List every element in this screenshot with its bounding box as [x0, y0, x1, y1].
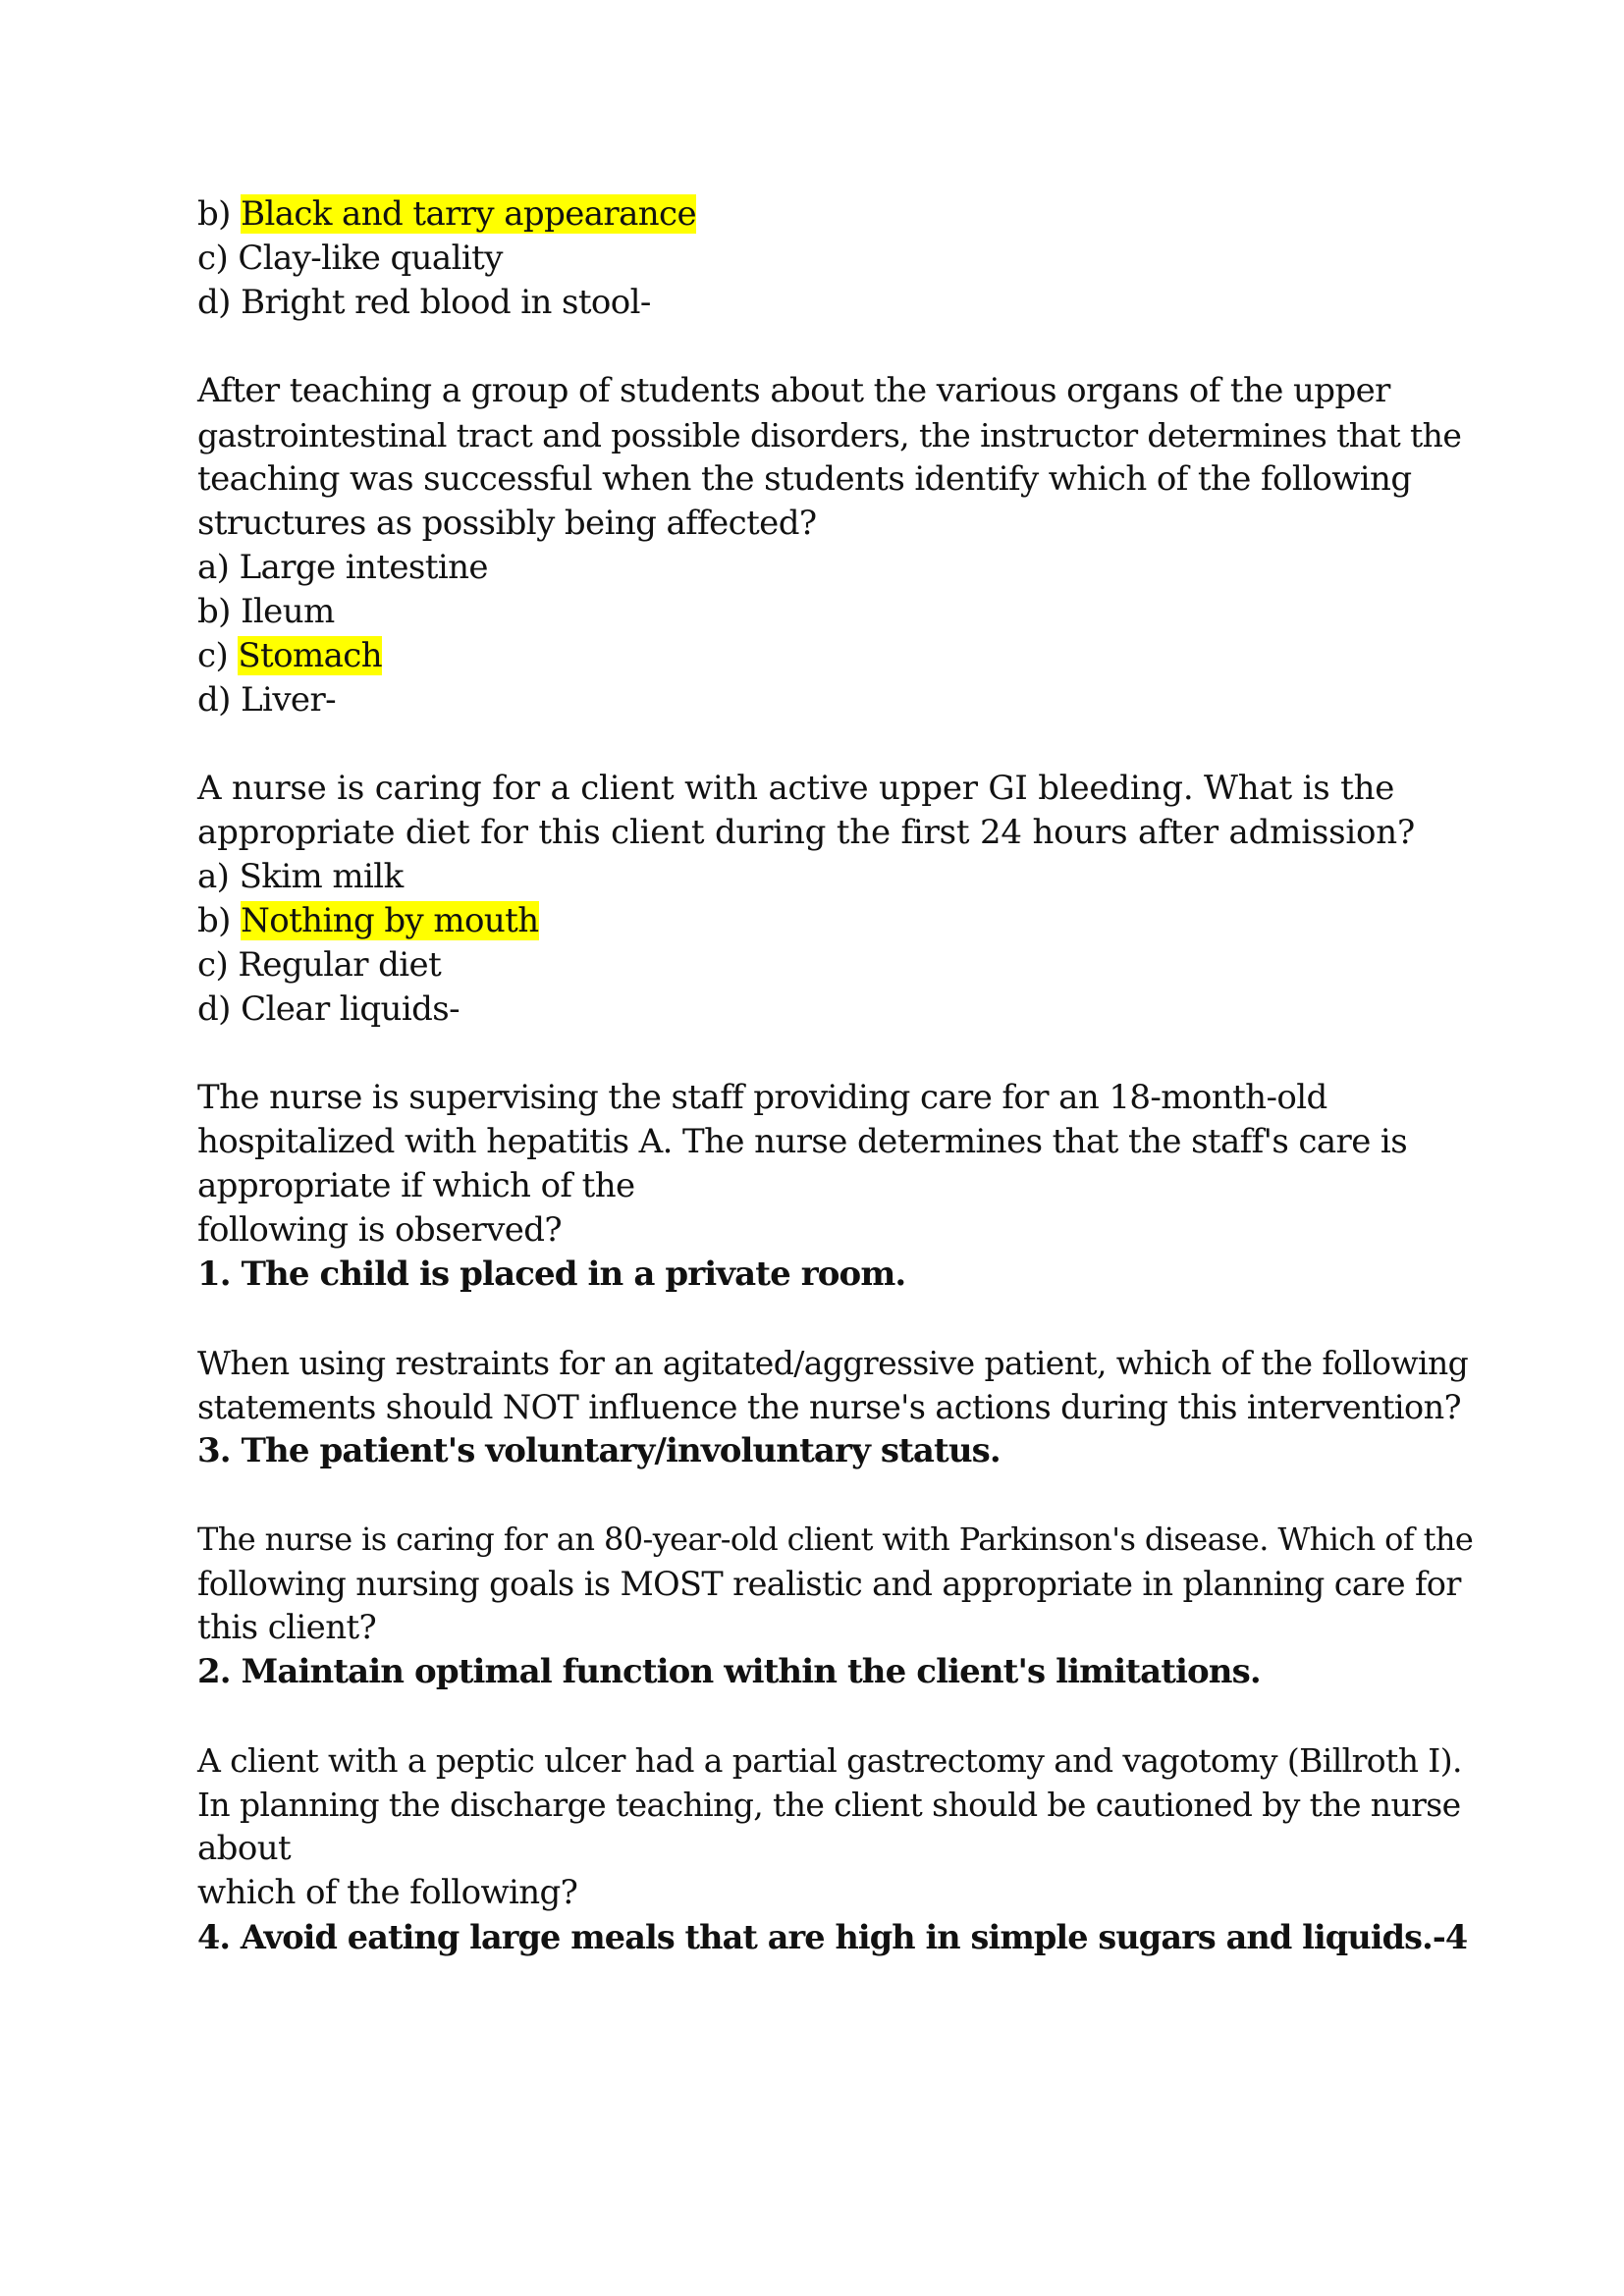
question-line: this client? [197, 1608, 377, 1647]
question-line: After teaching a group of students about the various organs of the upper [197, 371, 1390, 410]
spacer [197, 1297, 1474, 1341]
spacer [197, 1694, 1474, 1738]
option-label: b) [197, 592, 231, 631]
option-c [197, 237, 1474, 281]
question-line: structures as possibly being affected? [197, 504, 817, 543]
question-line: A nurse is caring for a client with active upper GI bleeding. What is the [197, 769, 1395, 808]
answer-line: 2. Maintain optimal function within the client's limitations. [197, 1652, 1261, 1691]
option-d [197, 988, 1474, 1032]
question-line: hospitalized with hepatitis A. The nurse determines that the staff's care is [197, 1122, 1408, 1161]
question-line: gastrointestinal tract and possible disorders, the instructor determines that the [197, 416, 1462, 454]
highlighted-answer: Black and tarry appearance [241, 194, 697, 234]
option-label: c) [197, 945, 229, 985]
option-text: Ileum [241, 592, 335, 631]
answer-line: 3. The patient's voluntary/involuntary status. [197, 1431, 1001, 1470]
question-line: appropriate diet for this client during the first 24 hours after admission? [197, 813, 1416, 852]
option-label: b) [197, 901, 231, 940]
option-b [197, 192, 1474, 237]
option-c [197, 943, 1474, 988]
option-text: Clay-like quality [238, 239, 503, 278]
question-line: following is observed? [197, 1210, 563, 1250]
option-label: c) [197, 636, 229, 675]
answer-line: 1. The child is placed in a private room. [197, 1255, 906, 1294]
question-line: which of the following? [197, 1873, 578, 1912]
answer-line: 4. Avoid eating large meals that are high in simple sugars and liquids.-4 [197, 1918, 1468, 1956]
highlighted-answer: Nothing by mouth [241, 901, 539, 940]
question-line: The nurse is caring for an 80-year-old client with Parkinson's disease. Which of the [197, 1521, 1474, 1558]
question-line: A client with a peptic ulcer had a partial gastrectomy and vagotomy (Billroth I). [197, 1741, 1462, 1780]
option-text: Large intestine [239, 548, 488, 587]
option-b [197, 590, 1474, 634]
question-line: teaching was successful when the students identify which of the following [197, 459, 1412, 499]
option-text: Bright red blood in stool- [241, 283, 651, 322]
option-label: c) [197, 239, 229, 278]
option-text: Regular diet [238, 945, 442, 985]
spacer [197, 722, 1474, 767]
spacer [197, 325, 1474, 369]
spacer [197, 1032, 1474, 1076]
question-line: following nursing goals is MOST realistic and appropriate in planning care for [197, 1565, 1461, 1603]
option-label: d) [197, 680, 231, 720]
option-label: d) [197, 283, 231, 322]
option-d [197, 281, 1474, 325]
option-label: a) [197, 548, 230, 587]
option-c [197, 634, 1474, 678]
question-line: appropriate if which of the [197, 1166, 635, 1205]
option-label: d) [197, 989, 231, 1029]
option-text: Skim milk [239, 857, 404, 896]
question-line: about [197, 1829, 292, 1868]
page-content [197, 192, 1474, 1959]
question-line: statements should NOT influence the nurse's actions during this intervention? [197, 1388, 1461, 1426]
spacer [197, 1473, 1474, 1518]
option-label: a) [197, 857, 230, 896]
option-b [197, 899, 1474, 943]
question-line: In planning the discharge teaching, the client should be cautioned by the nurse [197, 1786, 1461, 1824]
option-a [197, 855, 1474, 899]
option-text: Clear liquids- [241, 989, 460, 1029]
option-label: b) [197, 194, 231, 234]
option-text: Liver- [241, 680, 336, 720]
highlighted-answer: Stomach [238, 636, 383, 675]
question-line: When using restraints for an agitated/aggressive patient, which of the following [197, 1344, 1469, 1382]
option-a [197, 546, 1474, 590]
option-d [197, 678, 1474, 722]
question-line: The nurse is supervising the staff providing care for an 18-month-old [197, 1078, 1327, 1117]
